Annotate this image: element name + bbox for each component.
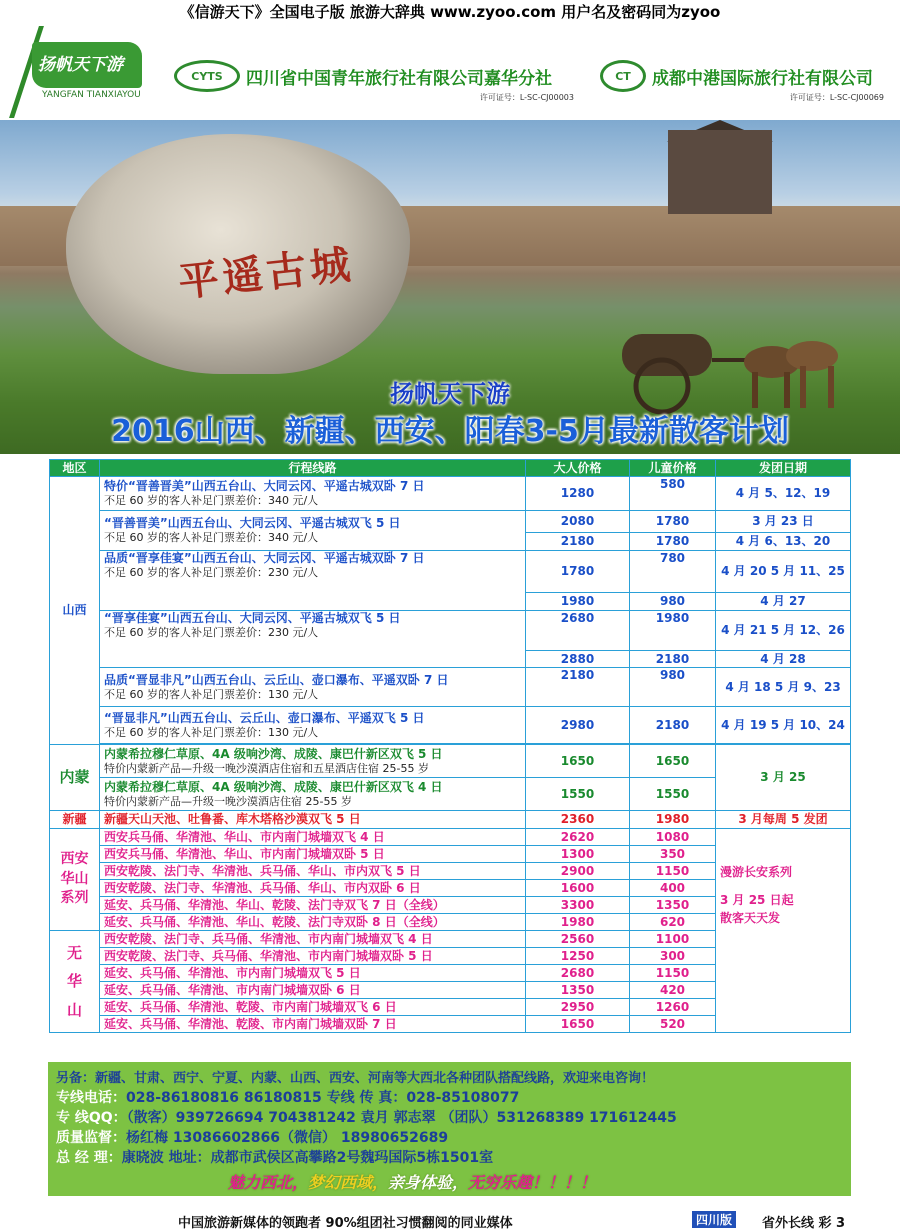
route-title: 品质“晋显非凡”山西五台山、云丘山、壶口瀑布、平遥双卧 7 日 <box>104 672 449 687</box>
child-price: 1350 <box>630 897 716 914</box>
table-row <box>50 668 851 707</box>
adult-price: 2560 <box>526 931 630 948</box>
agency-2 <box>600 60 884 102</box>
quality-value: 杨红梅 13086602866（微信） 18980652689 <box>126 1130 449 1146</box>
adult-price: 2880 <box>526 651 630 668</box>
route-title: 延安、兵马俑、华清池、乾陵、市内南门城墙双飞 6 日 <box>100 999 526 1016</box>
route-title: “晋显非凡”山西五台山、云丘山、壶口瀑布、平遥双飞 5 日 <box>104 710 425 725</box>
adult-price: 1650 <box>526 1016 630 1033</box>
adult-price: 1550 <box>526 778 630 811</box>
adult-price: 2900 <box>526 863 630 880</box>
departure-date: 4 月 28 <box>716 651 851 668</box>
slogan-part: 亲身体验， <box>388 1173 469 1192</box>
agency-2-license: 许可证号：L-SC-CJ00069 <box>789 93 884 102</box>
route-note: 不足 60 岁的客人补足门票差价：130 元/人 <box>104 687 319 701</box>
region-wuhuashan <box>50 931 100 1033</box>
xian-frequency: 散客天天发 <box>720 911 781 925</box>
page-section-label: 省外长线 彩 3 <box>762 1216 846 1231</box>
route-title: “晋享佳宴”山西五台山、大同云冈、平遥古城双飞 5 日 <box>104 611 401 625</box>
banner-title: 扬帆天下游 <box>390 380 510 408</box>
adult-price: 2180 <box>526 533 630 551</box>
route-note: 不足 60 岁的客人补足门票差价：340 元/人 <box>104 494 319 508</box>
route-cell <box>100 511 526 551</box>
table-row <box>50 707 851 744</box>
region-xian-huashan <box>50 829 100 931</box>
manager-label: 总 经 理： <box>56 1150 122 1166</box>
header <box>0 24 900 120</box>
route-title: 特价“晋善晋美”山西五台山、大同云冈、平遥古城双卧 7 日 <box>104 479 425 494</box>
col-header-child-price: 儿童价格 <box>630 460 716 477</box>
route-title: 延安、兵马俑、华清池、市内南门城墙双卧 6 日 <box>100 982 526 999</box>
route-title: 西安兵马俑、华清池、华山、市内南门城墙双卧 5 日 <box>100 846 526 863</box>
contact-manager-row <box>56 1147 493 1167</box>
child-price: 1550 <box>630 778 716 811</box>
route-title: 内蒙希拉穆仁草原、4A 级响沙湾、成陵、康巴什新区双飞 4 日 <box>104 779 443 794</box>
child-price: 620 <box>630 914 716 931</box>
table-row <box>50 511 851 533</box>
route-cell <box>100 611 526 668</box>
child-price: 1080 <box>630 829 716 846</box>
hero-banner <box>0 120 900 454</box>
adult-price: 2080 <box>526 511 630 533</box>
child-price: 420 <box>630 982 716 999</box>
adult-price: 2360 <box>526 811 630 829</box>
child-price: 1100 <box>630 931 716 948</box>
route-note: 特价内蒙新产品—升级一晚沙漠酒店住宿 25-55 岁 <box>104 794 352 808</box>
contact-note: 另备：新疆、甘肃、西宁、宁夏、内蒙、山西、西安、河南等大西北各种团队搭配线路，欢迎来电咨询！ <box>56 1071 655 1086</box>
slogan <box>228 1170 596 1193</box>
adult-price: 2950 <box>526 999 630 1016</box>
agency-1 <box>174 60 574 102</box>
route-title: 西安乾陵、法门寺、华清池、兵马俑、华山、市内双飞 5 日 <box>100 863 526 880</box>
adult-price: 1780 <box>526 551 630 593</box>
region-shanxi: 山西 <box>50 477 100 745</box>
route-note: 不足 60 岁的客人补足门票差价：230 元/人 <box>104 626 319 639</box>
brand-logo-title: 扬帆天下游 <box>38 55 123 75</box>
agency-1-license: 许可证号：L-SC-CJ00003 <box>479 93 574 102</box>
child-price: 300 <box>630 948 716 965</box>
route-title: 内蒙希拉穆仁草原、4A 级响沙湾、成陵、康巴什新区双飞 5 日 <box>104 746 443 761</box>
slogan-part: 无穷乐趣！！！！ <box>468 1173 597 1192</box>
itinerary-table <box>49 459 851 1033</box>
departure-date: 3 月 25 <box>716 745 851 811</box>
route-title: 延安、兵马俑、华清池、乾陵、市内南门城墙双卧 7 日 <box>100 1016 526 1033</box>
region-neimeng: 内蒙 <box>50 745 100 811</box>
route-title: 延安、兵马俑、华清池、华山、乾陵、法门寺双飞 7 日（全线） <box>100 897 526 914</box>
col-header-route: 行程线路 <box>100 460 526 477</box>
child-price: 780 <box>630 551 716 593</box>
col-header-region: 地区 <box>50 460 100 477</box>
footer-tagline: 中国旅游新媒体的领跑者 90%组团社习惯翻阅的同业媒体 <box>178 1216 513 1231</box>
cyts-emblem-icon: CYTS <box>174 60 240 92</box>
table-row <box>50 811 851 829</box>
departure-date: 3 月 23 日 <box>716 511 851 533</box>
table-row <box>50 829 851 846</box>
child-price: 580 <box>630 477 716 511</box>
cits-emblem-icon: CT <box>600 60 646 92</box>
departure-date: 4 月 18 5 月 9、23 <box>716 668 851 707</box>
child-price: 1780 <box>630 533 716 551</box>
child-price: 1150 <box>630 965 716 982</box>
departure-date: 4 月 19 5 月 10、24 <box>716 707 851 744</box>
contact-quality-row <box>56 1127 448 1147</box>
phone-label: 专线电话： <box>56 1090 126 1106</box>
child-price: 1650 <box>630 745 716 778</box>
child-price: 980 <box>630 668 716 707</box>
phone-value: 028-86180816 86180815 专线 传 真：028-85108077 <box>126 1090 520 1106</box>
adult-price: 1980 <box>526 914 630 931</box>
xian-series-name: 漫游长安系列 <box>720 865 793 879</box>
route-title: 新疆天山天池、吐鲁番、库木塔格沙漠双飞 5 日 <box>100 811 526 829</box>
route-title: 延安、兵马俑、华清池、华山、乾陵、法门寺双卧 8 日（全线） <box>100 914 526 931</box>
banner-subtitle: 2016山西、新疆、西安、阳春3-5月最新散客计划 <box>111 414 789 449</box>
departure-date: 4 月 20 5 月 11、25 <box>716 551 851 593</box>
region-line: 山 <box>66 1000 82 1019</box>
adult-price: 1980 <box>526 593 630 611</box>
route-cell <box>100 778 526 811</box>
route-title: 西安兵马俑、华清池、华山、市内南门城墙双飞 4 日 <box>100 829 526 846</box>
adult-price: 3300 <box>526 897 630 914</box>
gate-tower-image <box>668 130 772 214</box>
child-price: 1150 <box>630 863 716 880</box>
route-note: 不足 60 岁的客人补足门票差价：130 元/人 <box>104 725 319 739</box>
adult-price: 1650 <box>526 745 630 778</box>
adult-price: 1250 <box>526 948 630 965</box>
route-title: 延安、兵马俑、华清池、市内南门城墙双飞 5 日 <box>100 965 526 982</box>
child-price: 1980 <box>630 611 716 651</box>
brand-logo-subtitle: YANGFAN TIANXIAYOU <box>42 90 141 100</box>
table-row <box>50 611 851 651</box>
edition-badge: 四川版 <box>692 1211 736 1228</box>
departure-date <box>716 829 851 1033</box>
child-price: 2180 <box>630 651 716 668</box>
child-price: 1980 <box>630 811 716 829</box>
route-title: 西安乾陵、法门寺、华清池、兵马俑、华山、市内双卧 6 日 <box>100 880 526 897</box>
adult-price: 2180 <box>526 668 630 707</box>
footer <box>0 1210 900 1230</box>
child-price: 980 <box>630 593 716 611</box>
brand-logo <box>14 26 144 118</box>
departure-date: 4 月 27 <box>716 593 851 611</box>
child-price: 400 <box>630 880 716 897</box>
route-cell <box>100 477 526 511</box>
agency-2-name: 成都中港国际旅行社有限公司 <box>652 68 873 89</box>
child-price: 1780 <box>630 511 716 533</box>
top-bar: 《信游天下》全国电子版 旅游大辞典 www.zyoo.com 用户名及密码同为zyoo <box>179 3 721 21</box>
region-line: 无 <box>66 943 82 962</box>
route-note: 不足 60 岁的客人补足门票差价：340 元/人 <box>104 531 319 545</box>
route-cell <box>100 745 526 778</box>
contact-phone-row <box>56 1087 519 1107</box>
table-header-row <box>50 460 851 477</box>
agency-1-name: 四川省中国青年旅行社有限公司嘉华分社 <box>246 68 552 89</box>
region-line: 西安 <box>60 851 89 868</box>
adult-price: 2680 <box>526 965 630 982</box>
child-price: 350 <box>630 846 716 863</box>
col-header-departure: 发团日期 <box>716 460 851 477</box>
route-title: 西安乾陵、法门寺、兵马俑、华清池、市内南门城墙双飞 4 日 <box>100 931 526 948</box>
route-cell <box>100 707 526 744</box>
contact-qq-row <box>56 1107 677 1127</box>
manager-value: 康晓波 地址：成都市武侯区高攀路2号魏玛国际5栋1501室 <box>121 1150 494 1166</box>
adult-price: 1350 <box>526 982 630 999</box>
col-header-adult-price: 大人价格 <box>526 460 630 477</box>
route-cell <box>100 668 526 707</box>
table-row <box>50 745 851 778</box>
stone-inscription: 平遥古城 <box>176 240 357 307</box>
route-cell <box>100 551 526 611</box>
quality-label: 质量监督： <box>56 1130 126 1146</box>
adult-price: 1300 <box>526 846 630 863</box>
departure-date: 3 月每周 5 发团 <box>716 811 851 829</box>
region-line: 系列 <box>60 890 89 907</box>
departure-date: 4 月 21 5 月 12、26 <box>716 611 851 651</box>
table-row <box>50 551 851 593</box>
table-row <box>50 477 851 511</box>
contact-panel <box>48 1062 851 1196</box>
qq-label: 专 线QQ： <box>56 1110 127 1126</box>
adult-price: 2680 <box>526 611 630 651</box>
adult-price: 2620 <box>526 829 630 846</box>
route-title: 品质“晋享佳宴”山西五台山、大同云冈、平遥古城双卧 7 日 <box>104 551 425 565</box>
region-line: 华山 <box>60 870 89 887</box>
route-note: 不足 60 岁的客人补足门票差价：230 元/人 <box>104 566 319 579</box>
child-price: 2180 <box>630 707 716 744</box>
qq-value: （散客）939726694 704381242 袁月 郭志翠 （团队）531268389 171612445 <box>126 1110 677 1126</box>
adult-price: 1600 <box>526 880 630 897</box>
route-title: “晋善晋美”山西五台山、大同云冈、平遥古城双飞 5 日 <box>104 516 401 531</box>
xian-start-date: 3 月 25 日起 <box>720 893 794 907</box>
adult-price: 2980 <box>526 707 630 744</box>
route-title: 西安乾陵、法门寺、兵马俑、华清池、市内南门城墙双卧 5 日 <box>100 948 526 965</box>
child-price: 1260 <box>630 999 716 1016</box>
departure-date: 4 月 5、12、19 <box>716 477 851 511</box>
slogan-part: 梦幻西域， <box>308 1173 389 1192</box>
slogan-part: 魅力西北， <box>228 1173 309 1192</box>
adult-price: 1280 <box>526 477 630 511</box>
region-line: 华 <box>66 972 82 991</box>
region-xinjiang: 新疆 <box>50 811 100 829</box>
child-price: 520 <box>630 1016 716 1033</box>
route-note: 特价内蒙新产品—升级一晚沙漠酒店住宿和五星酒店住宿 25-55 岁 <box>104 761 429 775</box>
departure-date: 4 月 6、13、20 <box>716 533 851 551</box>
